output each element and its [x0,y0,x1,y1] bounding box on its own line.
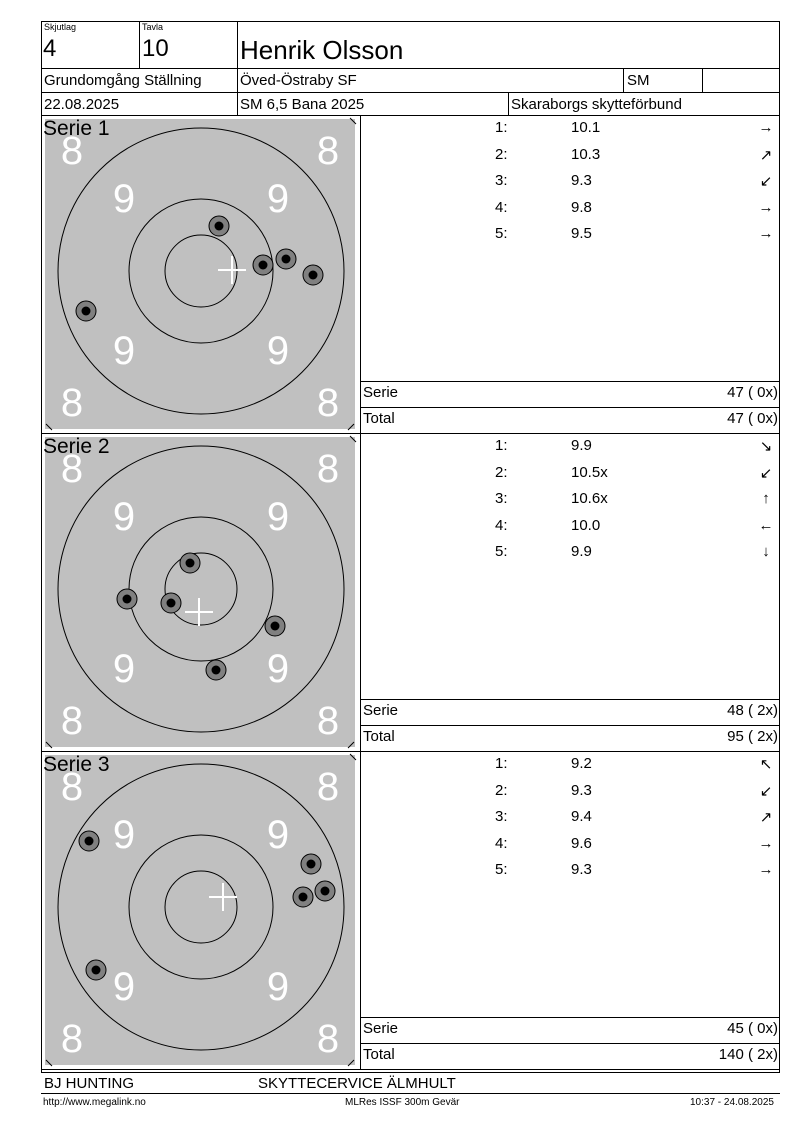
total-row-divider [360,1043,780,1044]
shot-number: 1: [495,119,508,136]
shot-hit [315,881,335,901]
sponsor-2: SKYTTECERVICE ÄLMHULT [258,1075,456,1092]
shot-number: 3: [495,172,508,189]
total-row-divider [360,725,780,726]
shot-number: 3: [495,490,508,507]
competition-name: SM 6,5 Bana 2025 [240,96,365,113]
shot-direction-arrow-icon: → [758,119,774,136]
target-image [42,752,358,1068]
shot-direction-arrow-icon: → [758,225,774,242]
section-vdivider [360,751,361,1069]
shot-hit [301,854,321,874]
ring-number-9: 9 [112,329,136,373]
serie-title: Serie 2 [43,435,110,458]
federation-name: Skaraborgs skytteförbund [511,96,682,113]
serie-row-divider [360,699,780,700]
shot-value: 9.5 [571,225,592,242]
club-name: Öved-Östraby SF [240,72,357,89]
shot-value: 10.6x [571,490,608,507]
shot-hit [293,887,313,907]
ring-number-8: 8 [60,447,84,491]
shot-hit [206,660,226,680]
target-image [42,116,358,432]
shot-direction-arrow-icon: ↓ [762,543,770,560]
shot-value: 9.3 [571,861,592,878]
shooter-name: Henrik Olsson [240,35,404,65]
ring-number-9: 9 [266,495,290,539]
shot-number: 5: [495,861,508,878]
target-background [44,436,356,748]
shot-hit [209,216,229,236]
shot-value: 9.8 [571,198,592,216]
target-background [44,754,356,1066]
class-label: SM [627,72,650,89]
tavla-label: Tavla [142,22,164,32]
shot-number: 1: [495,755,508,772]
shot-number: 5: [495,543,508,560]
ring-number-8: 8 [60,765,84,809]
shot-hit [79,831,99,851]
serie-score: 47 ( 0x) [727,384,778,401]
shot-value: 9.9 [571,543,592,560]
shot-direction-arrow-icon: ↗ [759,146,773,164]
ring-number-8: 8 [316,129,340,173]
total-row-divider [360,407,780,408]
skjutlag-label: Skjutlag [44,22,77,32]
shot-value: 9.2 [571,755,592,772]
shot-direction-arrow-icon: ← [758,516,774,534]
ring-number-9: 9 [266,647,290,691]
shot-direction-arrow-icon: ↘ [759,438,773,455]
tavla-value: 10 [142,35,169,62]
ring-number-8: 8 [60,129,84,173]
serie-score: 45 ( 0x) [727,1020,778,1037]
target-svg [42,116,358,432]
serie-row-divider [360,381,780,382]
total-score: 47 ( 0x) [727,410,778,427]
skjutlag-value: 4 [43,35,57,62]
footer-timestamp: 10:37 - 24.08.2025 [690,1097,774,1108]
shot-hit [161,593,181,613]
shot-direction-arrow-icon: → [758,861,774,878]
ring-number-9: 9 [112,813,136,857]
shot-hit [86,960,106,980]
shot-direction-arrow-icon: ↑ [762,490,770,507]
competition-date: 22.08.2025 [44,96,120,113]
shot-hit [276,249,296,269]
shot-direction-arrow-icon: ↗ [759,809,773,826]
total-label: Total [363,728,395,745]
shot-number: 5: [495,225,508,242]
shot-value: 9.3 [571,781,592,799]
shot-hit [265,616,285,636]
ring-number-8: 8 [60,1017,84,1061]
total-label: Total [363,410,395,427]
serie-label: Serie [363,702,399,719]
shot-value: 9.9 [571,437,592,454]
ring-number-8: 8 [316,381,340,425]
footer-url[interactable]: http://www.megalink.no [43,1097,146,1108]
ring-number-8: 8 [316,1017,340,1061]
shot-number: 2: [495,463,508,481]
shot-number: 4: [495,516,508,534]
shot-value: 9.3 [571,172,592,189]
ring-number-9: 9 [266,813,290,857]
shot-direction-arrow-icon: → [758,834,774,852]
serie-title: Serie 1 [43,117,110,140]
ring-number-8: 8 [60,381,84,425]
shot-number: 3: [495,808,508,825]
shot-hit [253,255,273,275]
round-name: Grundomgång Ställning [44,72,202,89]
shot-direction-arrow-icon: → [758,198,774,216]
section-divider [41,1069,780,1070]
ring-number-9: 9 [112,965,136,1009]
ring-number-9: 9 [112,495,136,539]
shot-value: 10.3 [571,145,601,163]
ring-number-9: 9 [112,177,136,221]
shot-hit [303,265,323,285]
footer-software: MLRes ISSF 300m Gevär [345,1097,460,1108]
ring-number-8: 8 [316,447,340,491]
section-vdivider [360,115,361,433]
shot-value: 10.1 [571,119,601,136]
ring-number-9: 9 [112,647,136,691]
ring-number-9: 9 [266,329,290,373]
shot-direction-arrow-icon: ↙ [759,782,773,800]
shot-hit [117,589,137,609]
ring-number-8: 8 [316,765,340,809]
serie-label: Serie [363,1020,399,1037]
ring-number-9: 9 [266,177,290,221]
shot-number: 2: [495,781,508,799]
shot-hit [76,301,96,321]
shot-value: 9.4 [571,808,592,825]
ring-number-8: 8 [60,699,84,743]
target-image [42,434,358,750]
shot-number: 1: [495,437,508,454]
total-score: 95 ( 2x) [727,728,778,745]
shot-value: 10.5x [571,463,608,481]
shot-value: 10.0 [571,516,601,534]
shot-hit [180,553,200,573]
shot-number: 4: [495,834,508,852]
ring-number-9: 9 [266,965,290,1009]
serie-row-divider [360,1017,780,1018]
section-vdivider [360,433,361,751]
shot-direction-arrow-icon: ↙ [759,173,773,190]
serie-label: Serie [363,384,399,401]
serie-score: 48 ( 2x) [727,702,778,719]
target-svg [42,434,358,750]
target-svg [42,752,358,1068]
serie-title: Serie 3 [43,753,110,776]
ring-number-8: 8 [316,699,340,743]
shot-value: 9.6 [571,834,592,852]
shot-direction-arrow-icon: ↖ [759,756,773,773]
shot-number: 4: [495,198,508,216]
total-score: 140 ( 2x) [718,1046,778,1063]
total-label: Total [363,1046,395,1063]
sponsor-1: BJ HUNTING [44,1075,134,1092]
shot-direction-arrow-icon: ↙ [759,464,773,482]
shot-number: 2: [495,145,508,163]
